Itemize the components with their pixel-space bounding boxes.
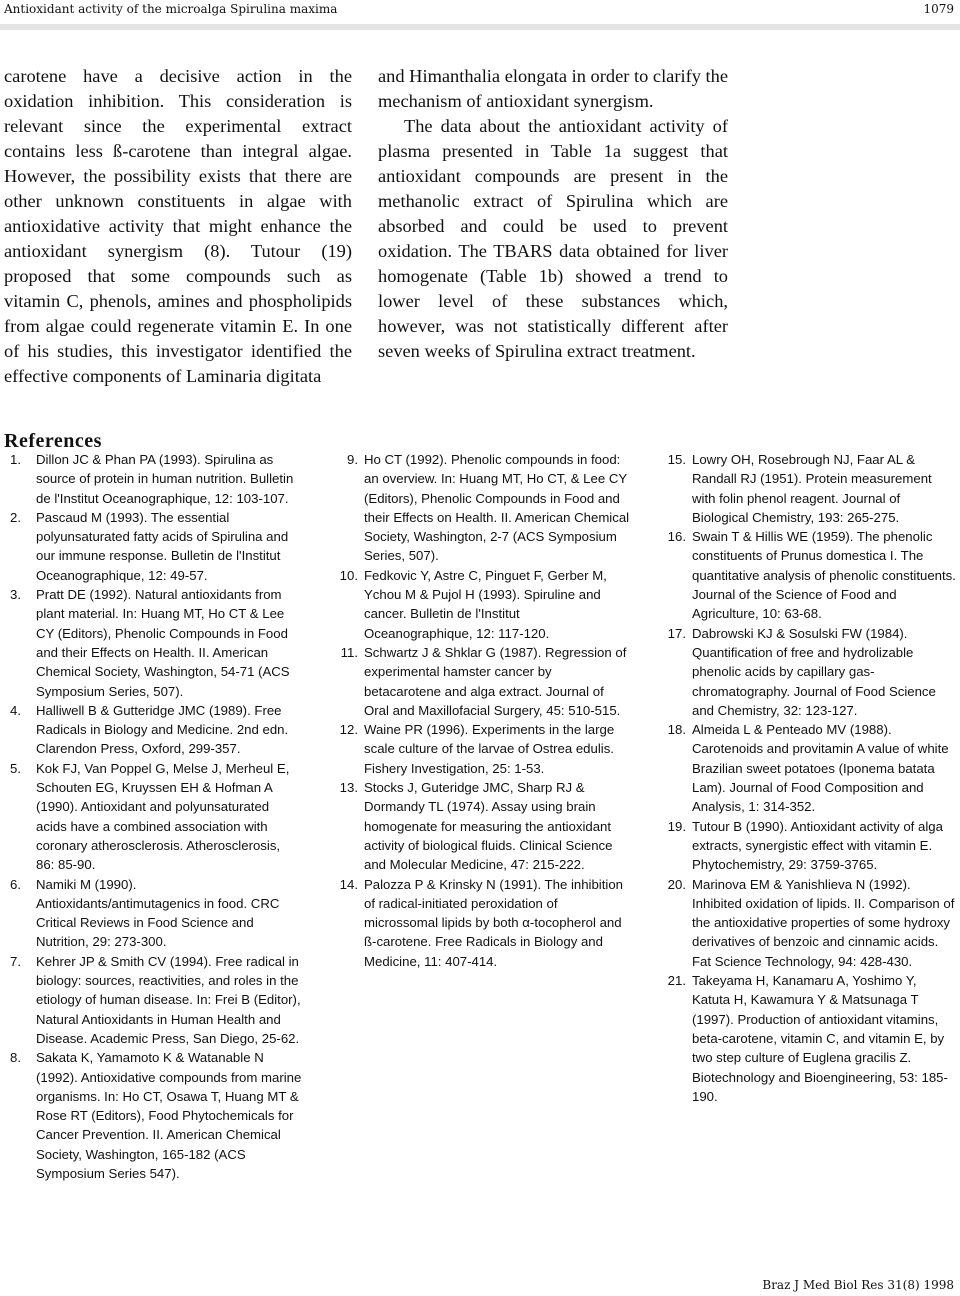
reference-item: 14. Palozza P & Krinsky N (1991). The inhibition of radical-initiated peroxidation of microssomal lipids by both α-tocopherol and ß-carotene. Free Radicals in Biology and Medicine, 11: 407-414. (339, 876, 623, 969)
references-column-1 (4, 450, 302, 1183)
reference-item: 7. Kehrer JP & Smith CV (1994). Free radical in biology: sources, reactivities, and roles in the etiology of human disease. In: Frei B (Editor), Natural Antioxidants in Human Health and Disease. Academic Press, San Diego, 25-62. (10, 953, 301, 1046)
running-header (0, 0, 960, 20)
header-rule (0, 24, 960, 30)
body-paragraph: The data about the antioxidant activity of plasma presented in Table 1a suggest that antioxidant compounds are present in the methanolic extract of Spirulina which are absorbed and could be used to prevent oxidation. The TBARS data obtained for liver homogenate (Table 1b) showed a trend to lower level of these substances which, however, was not statistically different after seven weeks of Spirulina extract treatment. (378, 116, 728, 361)
references-column-3 (660, 450, 958, 1106)
reference-item: 1. Dillon JC & Phan PA (1993). Spirulina as source of protein in human nutrition. Bulletin de l'Institut Oceanographique, 12: 103-107. (10, 452, 294, 506)
reference-item: 16. Swain T & Hillis WE (1959). The phenolic constituents of Prunus domestica I. The quantitative analysis of phenolic constituents. Journal of the Science of Food and Agriculture, 10: 63-68. (667, 529, 956, 622)
reference-item: 10. Fedkovic Y, Astre C, Pinguet F, Gerber M, Ychou M & Pujol H (1993). Spiruline and cancer. Bulletin de l'Institut Oceanographique, 12: 117-120. (339, 567, 607, 641)
reference-item: 13. Stocks J, Guteridge JMC, Sharp RJ & Dormandy TL (1974). Assay using brain homogenate for measuring the antioxidant activity of biological fluids. Clinical Science and Molecular Medicine, 47: 215-222. (339, 780, 613, 873)
reference-item: 11. Schwartz J & Shklar G (1987). Regression of experimental hamster cancer by betacarotene and alga extract. Journal of Oral and Maxillofacial Surgery, 45: 510-515. (340, 644, 627, 718)
reference-item: 21. Takeyama H, Kanamaru A, Yoshimo Y, Katuta H, Kawamura Y & Matsunaga T (1997). Production of antioxidant vitamins, beta-carotene, vitamin C, and vitamin E, by two step culture of Euglena gracilis Z. Biotechnology and Bioengineering, 53: 185-190. (667, 973, 948, 1104)
reference-item: 3. Pratt DE (1992). Natural antioxidants from plant material. In: Huang MT, Ho CT & Lee CY (Editors), Phenolic Compounds in Food and their Effects on Health. II. American Chemical Society, Washington, 54-71 (ACS Symposium Series, 507). (10, 587, 290, 699)
body-paragraph: carotene have a decisive action in the oxidation inhibition. This consideration is relevant since the experimental extract contains less ß-carotene than integral algae. However, the possibility exists that there are other unknown constituents in algae with antioxidative activity that might enhance the antioxidant synergism (8). Tutour (19) proposed that some compounds such as vitamin C, phenols, amines and phospholipids from algae could regenerate vitamin E. In one of his studies, this investigator identified the effective components of Laminaria digitata (4, 66, 352, 386)
reference-item: 15. Lowry OH, Rosebrough NJ, Faar AL & Randall RJ (1951). Protein measurement with folin phenol reagent. Journal of Biological Chemistry, 193: 265-275. (667, 452, 932, 525)
reference-item: 12. Waine PR (1996). Experiments in the large scale culture of the larvae of Ostrea edulis. Fishery Investigation, 25: 1-53. (339, 722, 615, 776)
reference-item: 19. Tutour B (1990). Antioxidant activity of alga extracts, synergistic effect with vitamin E. Phytochemistry, 29: 3759-3765. (667, 818, 943, 873)
reference-item: 9. Ho CT (1992). Phenolic compounds in food: an overview. In: Huang MT, Ho CT, & Lee CY (Editors), Phenolic Compounds in Food and their Effects on Health. II. American Chemical Society, Washington, 2-7 (ACS Symposium Series, 507). (347, 452, 630, 564)
page-number: 1079 (923, 2, 954, 16)
running-title: Antioxidant activity of the microalga Spirulina maxima (4, 2, 338, 16)
reference-item: 20. Marinova EM & Yanishlieva N (1992). Inhibited oxidation of lipids. II. Comparison of the antioxidative properties of some hydroxy derivatives of benzoic and cinnamic acids. Fat Science Technology, 94: 428-430. (667, 876, 955, 969)
reference-item: 6. Namiki M (1990). Antioxidants/antimutagenics in food. CRC Critical Reviews in Food Science and Nutrition, 29: 273-300. (10, 876, 280, 950)
body-paragraph: and Himanthalia elongata in order to clarify the mechanism of antioxidant synergism. (378, 66, 728, 111)
references-column-2 (332, 450, 630, 971)
body-column-right (378, 64, 728, 364)
reference-item: 17. Dabrowski KJ & Sosulski FW (1984). Quantification of free and hydrolizable phenolic acids by capillary gas-chromatography. Journal of Food Science and Chemistry, 32: 123-127. (667, 625, 936, 718)
reference-item: 8. Sakata K, Yamamoto K & Watanable N (1992). Antioxidative compounds from marine organisms. In: Ho CT, Osawa T, Huang MT & Rose RT (Editors), Food Phytochemicals for Cancer Prevention. II. American Chemical Society, Washington, 165-182 (ACS Symposium Series 547). (10, 1050, 302, 1181)
reference-item: 18. Almeida L & Penteado MV (1988). Carotenoids and provitamin A value of white Brazilian sweet potatoes (Iponema batata Lam). Journal of Food Composition and Analysis, 1: 314-352. (667, 722, 949, 815)
body-column-left (4, 64, 352, 389)
reference-item: 5. Kok FJ, Van Poppel G, Melse J, Merheul E, Schouten EG, Kruyssen EH & Hofman A (1990). Antioxidant and polyunsaturated acids have a combined association with coronary atherosclerosis. Atherosclerosis, 86: 85-90. (10, 760, 290, 873)
reference-item: 4. Halliwell B & Gutteridge JMC (1989). Free Radicals in Biology and Medicine. 2nd edn. Clarendon Press, Oxford, 299-357. (10, 702, 289, 757)
footer-citation: Braz J Med Biol Res 31(8) 1998 (762, 1278, 954, 1292)
references-heading: References (4, 430, 102, 452)
reference-item: 2. Pascaud M (1993). The essential polyunsaturated fatty acids of Spirulina and our immune response. Bulletin de l'Institut Oceanographique, 12: 49-57. (10, 509, 289, 583)
